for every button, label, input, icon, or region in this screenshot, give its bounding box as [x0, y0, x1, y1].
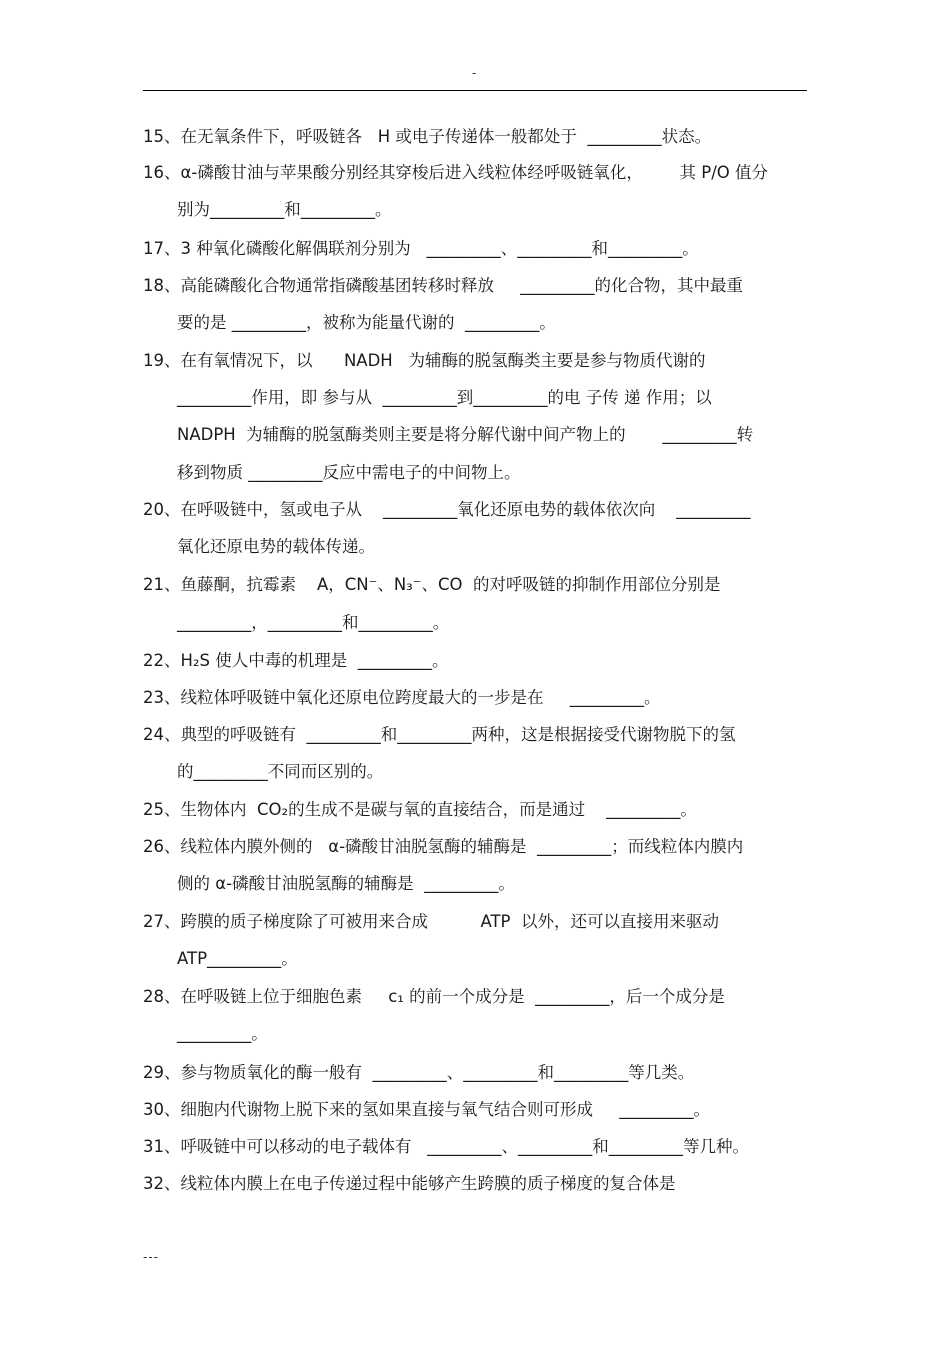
page-header-mark: - — [472, 66, 477, 80]
question-19-line-4: 移到物质 _________反应中需电子的中间物上。 — [177, 463, 521, 482]
question-16-line-2: 别为_________和_________。 — [177, 200, 392, 219]
question-28-line-2: _________。 — [177, 1024, 268, 1043]
question-21-line-1: 21、鱼藤酮，抗霉素 A，CN⁻、N₃⁻、CO 的对呼吸链的抑制作用部位分别是 — [143, 575, 721, 594]
question-23-line-1: 23、线粒体呼吸链中氧化还原电位跨度最大的一步是在 _________。 — [143, 688, 661, 707]
question-24-line-1: 24、典型的呼吸链有 _________和_________两种，这是根据接受代谢物脱下的氢 — [143, 725, 736, 744]
question-19-line-1: 19、在有氧情况下，以 NADH 为辅酶的脱氢酶类主要是参与物质代谢的 — [143, 351, 706, 370]
question-20-line-2: 氧化还原电势的载体传递。 — [177, 537, 375, 556]
question-20-line-1: 20、在呼吸链中，氢或电子从 _________氧化还原电势的载体依次向 _________ — [143, 500, 751, 519]
question-30-line-1: 30、细胞内代谢物上脱下来的氢如果直接与氧气结合则可形成 _________。 — [143, 1100, 710, 1119]
question-26-line-1: 26、线粒体内膜外侧的 α-磷酸甘油脱氢酶的辅酶是 _________；而线粒体内膜内 — [143, 837, 744, 856]
question-15-line-1: 15、在无氧条件下，呼吸链各 H 或电子传递体一般都处于 _________状态。 — [143, 127, 712, 146]
question-27-line-1: 27、跨膜的质子梯度除了可被用来合成 ATP 以外，还可以直接用来驱动 — [143, 912, 719, 931]
header-rule — [143, 90, 807, 91]
question-29-line-1: 29、参与物质氧化的酶一般有 _________、_________和_________等几类。 — [143, 1063, 695, 1082]
question-32-line-1: 32、线粒体内膜上在电子传递过程中能够产生跨膜的质子梯度的复合体是 — [143, 1174, 676, 1193]
page-footer-mark: --- — [143, 1250, 159, 1264]
question-18-line-2: 要的是 _________，被称为能量代谢的 _________。 — [177, 313, 556, 332]
question-28-line-1: 28、在呼吸链上位于细胞色素 c₁ 的前一个成分是 _________，后一个成分是 — [143, 987, 725, 1006]
question-26-line-2: 侧的 α-磷酸甘油脱氢酶的辅酶是 _________。 — [177, 874, 515, 893]
question-18-line-1: 18、高能磷酸化合物通常指磷酸基团转移时释放 _________的化合物，其中最重 — [143, 276, 743, 295]
question-21-line-2: _________，_________和_________。 — [177, 613, 450, 632]
question-19-line-3: NADPH 为辅酶的脱氢酶类则主要是将分解代谢中间产物上的 _________转 — [177, 425, 754, 444]
question-27-line-2: ATP_________。 — [177, 949, 298, 968]
question-22-line-1: 22、H₂S 使人中毒的机理是 _________。 — [143, 651, 449, 670]
question-16-line-1: 16、α-磷酸甘油与苹果酸分别经其穿梭后进入线粒体经呼吸链氧化， 其 P/O 值分 — [143, 163, 769, 182]
question-24-line-2: 的_________不同而区别的。 — [177, 762, 384, 781]
question-19-line-2: _________作用，即 参与从 _________到_________的电 子传 递 作用；以 — [177, 388, 712, 407]
question-17-line-1: 17、3 种氧化磷酸化解偶联剂分别为 _________、_________和_________。 — [143, 239, 699, 258]
question-25-line-1: 25、生物体内 CO₂的生成不是碳与氧的直接结合，而是通过 _________。 — [143, 800, 697, 819]
question-31-line-1: 31、呼吸链中可以移动的电子载体有 _________、_________和_________等几种。 — [143, 1137, 749, 1156]
